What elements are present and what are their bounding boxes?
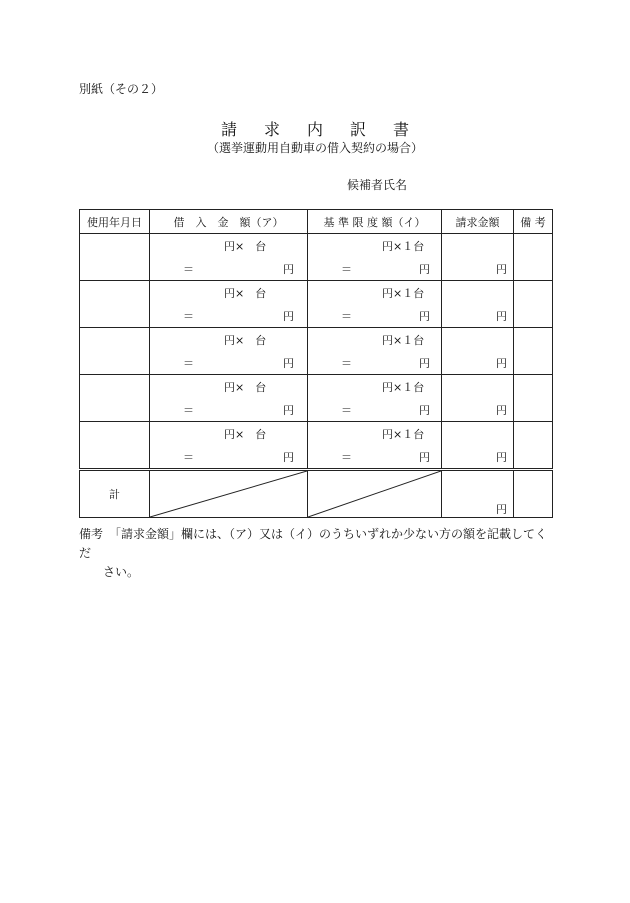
equals-sign: ＝ [183, 310, 194, 323]
total-label-cell [80, 470, 150, 518]
claim-amount-cell[interactable] [442, 234, 514, 281]
limit-unit-text: 円×１台 [382, 428, 425, 441]
date-cell[interactable] [80, 375, 150, 422]
remarks-cell[interactable] [514, 328, 553, 375]
col-header-limit-amount: 基 準 限 度 額（イ） [308, 210, 442, 234]
note-line-1: 「請求金額」欄には、（ア）又は（イ）のうちいずれか少ない方の額を記載してくだ [79, 527, 548, 560]
yen-unit: 円 [283, 451, 294, 464]
total-loan-cell-crossed [150, 470, 308, 518]
claim-amount-cell[interactable] [442, 328, 514, 375]
table-row [80, 281, 553, 328]
loan-unit-text: 円× 台 [224, 334, 267, 347]
yen-unit: 円 [419, 357, 430, 370]
date-cell[interactable] [80, 234, 150, 281]
loan-amount-cell[interactable] [150, 281, 308, 328]
loan-unit-text: 円× 台 [224, 428, 267, 441]
page-subtitle: （選挙運動用自動車の借入契約の場合） [206, 141, 423, 155]
limit-unit-text: 円×１台 [382, 381, 425, 394]
remarks-cell[interactable] [514, 234, 553, 281]
yen-unit: 円 [496, 404, 507, 417]
limit-amount-cell[interactable] [308, 281, 442, 328]
limit-amount-cell[interactable] [308, 328, 442, 375]
loan-unit-text: 円× 台 [224, 287, 267, 300]
equals-sign: ＝ [341, 263, 352, 276]
remarks-cell[interactable] [514, 375, 553, 422]
date-cell[interactable] [80, 328, 150, 375]
loan-amount-cell[interactable] [150, 234, 308, 281]
col-header-remarks: 備 考 [514, 210, 553, 234]
yen-unit: 円 [283, 404, 294, 417]
loan-amount-cell[interactable] [150, 375, 308, 422]
breakdown-table [79, 209, 553, 518]
equals-sign: ＝ [183, 357, 194, 370]
yen-unit: 円 [496, 357, 507, 370]
total-claim-amount-cell[interactable] [442, 470, 514, 518]
limit-unit-text: 円×１台 [382, 240, 425, 253]
limit-amount-cell[interactable] [308, 234, 442, 281]
equals-sign: ＝ [183, 404, 194, 417]
remarks-note [79, 525, 559, 582]
date-cell[interactable] [80, 422, 150, 470]
total-limit-cell-crossed [308, 470, 442, 518]
equals-sign: ＝ [341, 310, 352, 323]
remarks-cell[interactable] [514, 281, 553, 328]
limit-unit-text: 円×１台 [382, 334, 425, 347]
table-row [80, 375, 553, 422]
limit-amount-cell[interactable] [308, 422, 442, 470]
equals-sign: ＝ [183, 263, 194, 276]
remarks-cell[interactable] [514, 422, 553, 470]
yen-unit: 円 [419, 310, 430, 323]
page-title: 請求内訳書 [220, 120, 436, 139]
loan-unit-text: 円× 台 [224, 240, 267, 253]
yen-unit: 円 [496, 263, 507, 276]
yen-unit: 円 [283, 310, 294, 323]
table-row [80, 234, 553, 281]
table-header-row [80, 210, 553, 234]
total-remarks-cell[interactable] [514, 470, 553, 518]
candidate-name-label: 候補者氏名 [347, 178, 408, 192]
claim-amount-cell[interactable] [442, 422, 514, 470]
attachment-label: 別紙（その２） [79, 82, 164, 96]
limit-amount-cell[interactable] [308, 375, 442, 422]
yen-unit: 円 [283, 357, 294, 370]
loan-amount-cell[interactable] [150, 422, 308, 470]
claim-amount-cell[interactable] [442, 375, 514, 422]
note-label: 備考 [79, 527, 104, 541]
yen-unit: 円 [496, 503, 507, 516]
limit-unit-text: 円×１台 [382, 287, 425, 300]
diagonal-strike [308, 471, 441, 517]
yen-unit: 円 [419, 451, 430, 464]
col-header-claim-amount: 請求金額 [442, 210, 514, 234]
claim-amount-cell[interactable] [442, 281, 514, 328]
loan-amount-cell[interactable] [150, 328, 308, 375]
total-label: 計 [109, 488, 120, 501]
diagonal-strike [150, 471, 307, 517]
yen-unit: 円 [496, 451, 507, 464]
col-header-date: 使用年月日 [80, 210, 150, 234]
yen-unit: 円 [496, 310, 507, 323]
table-row [80, 328, 553, 375]
equals-sign: ＝ [341, 404, 352, 417]
yen-unit: 円 [419, 263, 430, 276]
table-row [80, 422, 553, 470]
loan-unit-text: 円× 台 [224, 381, 267, 394]
yen-unit: 円 [419, 404, 430, 417]
total-row [80, 470, 553, 518]
col-header-loan-amount: 借 入 金 額（ア） [150, 210, 308, 234]
date-cell[interactable] [80, 281, 150, 328]
equals-sign: ＝ [341, 357, 352, 370]
equals-sign: ＝ [341, 451, 352, 464]
equals-sign: ＝ [183, 451, 194, 464]
note-line-2: さい。 [103, 565, 140, 579]
yen-unit: 円 [283, 263, 294, 276]
